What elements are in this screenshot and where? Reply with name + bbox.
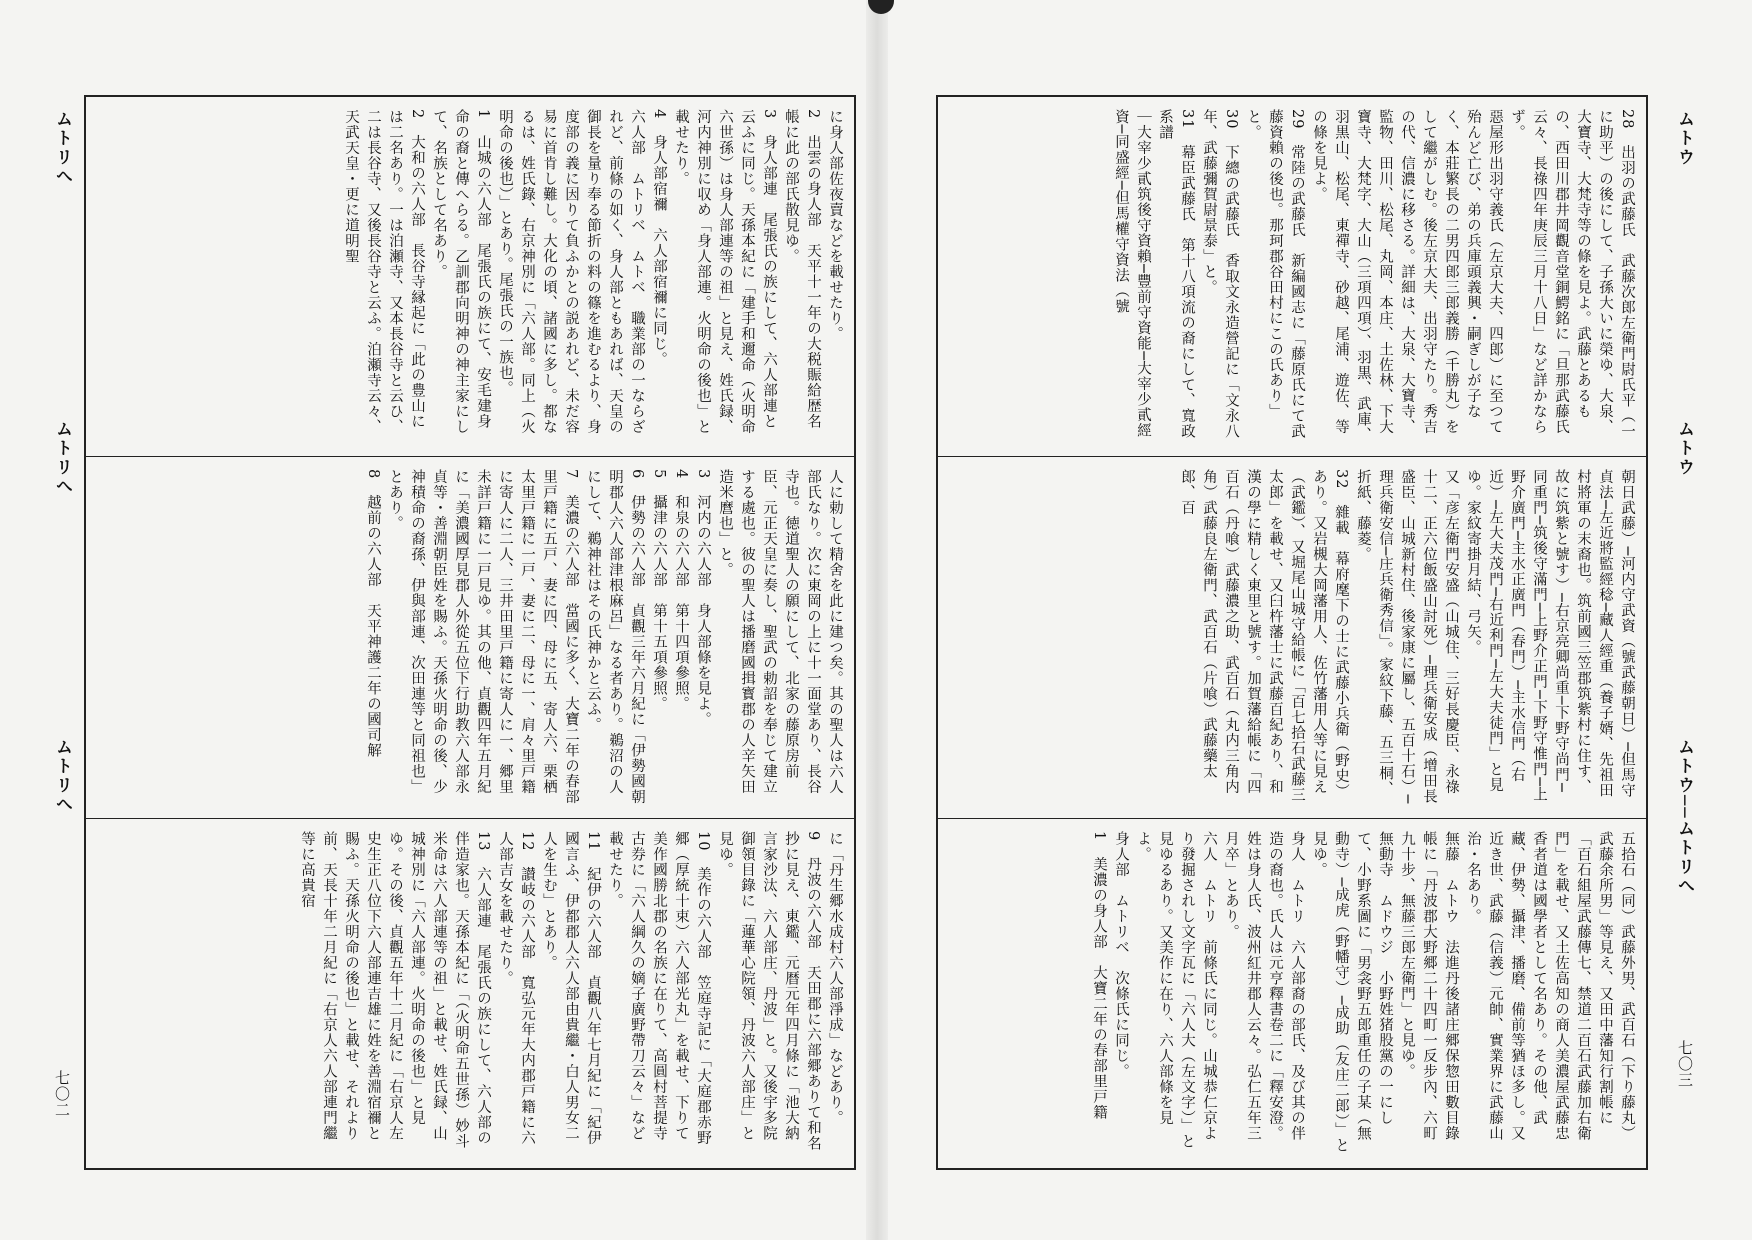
left-page-number: 七〇二: [53, 1070, 71, 1118]
left-running-head-top: ムトリへ: [52, 110, 72, 186]
left-band-middle-text: 人に勅して精舍を此に建つ矣。其の聖人は六人部氏なり。次に東岡の上に十一面堂あり、長谷寺也。徳道聖人の願にして、北家の藤原房前臣、元正天皇に奏し、聖武の勅詔を奉じて建立する處也。彼の聖人は播磨國揖寳郡の人辛矢田造米麿也」と。 3 河内の六人部 身人部條を見よ。 4 和泉の六人部 第十四項參照。 5 攝津の六人部 第十五項參照。 6 伊勢の六人部 貞觀三年六月紀に「伊勢國朝明郡人六人部津根麻呂」なる者あり。鵜沼の人にして、鵜神社はその氏神かと云ふ。 7 美濃の六人部 當國に多く、大寶二年の春部里戸籍に五戸、妻に四、母に五、寄人六、栗栖太里戸籍に一戸、妻に二、母に一、肩々里戸籍に寄人に二人、三井田里戸籍に寄人に一、郷里未詳戸籍に一戸見ゆ。其の他、貞觀四年五月紀に「美濃國厚見郡人外從五位下行助教六人部永貞等・善淵朝臣姓を賜ふ。天孫火明命の後、少神積命の裔孫、伊與部連、次田連等と同祖也」とあり。 8 越前の六人部 天平神護二年の國司解: [365, 469, 843, 805]
right-band-middle: [936, 457, 1648, 819]
right-band-bottom-text: 五拾石（同）武藤外男、武百石（下り藤丸）武藤余所男」等見え、又田中藩知行割帳に「百石組屋武藤傳七、禁道二百石武藤加右衛門」を載せ、又土佐高知の商人美濃屋武藤忠香者道は國學者として名あり。その他、武藏、伊勢、攝津、播磨、備前等猶ほ多し。又近き世、武藤（信義）元帥、實業界に武藤山治・名あり。 無藤 ムトウ 法進丹後諸庄郷保惣田數目錄帳に「丹波郡大野郷二十四町一反步內、六町九十步、無藤三郎左衛門」と見ゆ。 無動寺 ムドウジ 小野姓猪股黨の一にして、小野系圖に「男衾野五郎重任の子某（無動寺）─成虎（野幡守）─成助（友庄二郎）」と見ゆ。 身人 ムトリ 六人部裔の部氏、及び其の伴造の裔也。氏人は元亨釋書卷二に「釋安澄。姓は身人氏、波州紅井郡人云々。弘仁五年三月卒」とあり。 六人 ムトリ 前條氏に同じ。山城恭仁京より發掘されし文字瓦に「六人大（左文字）」と見ゆるあり。又美作に在り、六人部條を見よ。 身人部 ムトリベ 次條氏に同じ。 1 美濃の身人部 大寶二年の春部里戸籍: [1091, 831, 1635, 1154]
right-page-number: 七〇三: [1676, 1040, 1694, 1088]
right-band-bottom: [936, 819, 1648, 1168]
left-band-bottom: [84, 819, 856, 1168]
right-band-middle-text: 朝日武藤）─河内守武資（號武藤朝日）─但馬守貞法─左近將監經稔─藏人經重（養子婿、先祖田村將軍の末裔也。筑前國三笠郡筑紫村に住す、故に筑紫と號す）─右京亮卿尚重─下野守尚門─同重門─筑後守滿門─上野介正門─下野守惟門─上野介廣門─主水正廣門（春門）─主水信門（右近）─左大夫茂門─右近利門─左大夫徒門」と見ゆ。家紋寄掛月結、弓矢。 又「彦左衛門安盛（山城住、三好長慶臣、永祿十二、正六位飯盛山討死）─理兵衛安成（增田長盛臣、山城新村住、後家康に屬し、五百十石）─理兵衛安信─庄兵衛秀信」。家紋下藤、五三桐、折紙、藤菱。 32 雜載 幕府麾下の士に武藤小兵衛（野史）あり。又岩槻大岡藩用人、佐竹藩用人等に見え（武鑑）、又堀尾山城守給帳に「百七拾石武藤三太郎」を載せ、又臼杵藩士に武藤百紀あり、和漢の學に精しく東里と號す。加賀藩給帳に「四百石（丹喰）武藤濃之助、武百石（丸内三角内角）武藤良左衛門、武百石（片喰）武藤藥太郎、百: [1179, 469, 1635, 805]
left-band-top-text: に身人部佐夜賣などを載せたり。 2 出雲の身人部 天平十一年の大税賑給歴名帳に此の部氏散見ゆ。 3 身人部連 尾張氏の族にして、六人部連と云ふに同じ。天孫本紀に「建手和邇命（火明命六世孫）は身人部連等の祖」と見え、姓氏録、河内神別に収め「身人部連。火明命の後也」と載せたり。 4 身人部宿禰 六人部宿禰に同じ。 六人部 ムトリベ ムトベ 職業部の一ならざれど、前條の如く、身人部ともあれば、天皇の御長を量り奉る節折の料の篠を進むるより、身度部の義に因りて負ふかとの説あれど、未だ容易に首肯し難し。大化の頃、諸國に多し。都なるは、姓氏錄、右京神別に「六人部。同上（火明命の後也）」とあり。尾張氏の一族也。 1 山城の六人部 尾張氏の族にて、安毛建身命の裔と傳へらる。乙訓郡向明神の神主家にして、名族として名あり。 2 大和の六人部 長谷寺縁起に「此の豊山には二名あり。一は泊瀬寺、又本長谷寺と云ひ、二は長谷寺、又後長谷寺と云ふ。泊瀬寺云々、天武天皇・更に道明聖: [343, 109, 843, 435]
left-band-bottom-text: に「丹生郷水成村六人部淨成」などあり。 9 丹波の六人部 天田郡に六部郷ありて和名抄に見え、東鑑、元暦元年四月條に「池大納言家沙汰、六人部庄、丹波」と。又後宇多院御領目錄に「蓮華心院領、丹波六人部庄」と見ゆ。 10 美作の六人部 笠庭寺記に「大庭郡赤野郷（厚統十束）六人部光丸」を載せ、下りて美作國勝北郡の名族に在りて、高圓村菩提寺古券に「六人綱久の嫡子廣野帶刀云々」など載せたり。 11 紀伊の六人部 貞觀八年七月紀に「紀伊國言ふ、伊都郡人六人部由貴繼・白人男女二人を生む」とあり。 12 讃岐の六人部 寬弘元年大内郡戸籍に六人部吉女を載せたり。 13 六人部連 尾張氏の族にして、六人部の伴造家也。天孫本紀に「（火明命五世孫）妙斗米命は六人部連等の祖」と載せ、姓氏録、山城神別に「六人部連。火明命の後也」と見ゆ。その後、貞觀五年十二月紀に「右京人左史生正八位下六人部連吉雄に姓を善淵宿禰と賜ふ。天孫火明命の後也」と載せ、それより前、天長十年二月紀に「右京人六人部連門繼等に高貴宿: [299, 831, 843, 1152]
left-band-middle: [84, 457, 856, 819]
left-page: [84, 95, 856, 1170]
left-band-top: [84, 97, 856, 457]
right-band-top: [936, 97, 1648, 457]
right-page: [936, 95, 1648, 1170]
right-running-head-bottom: ムトウ──ムトリへ: [1674, 738, 1694, 896]
left-running-head-middle: ムトリへ: [52, 420, 72, 496]
book-gutter: [866, 0, 888, 1240]
left-running-head-bottom: ムトリへ: [52, 738, 72, 814]
right-running-head-top: ムトウ: [1674, 110, 1694, 167]
right-band-top-text: 28 出羽の武藤氏 武藤次郎左衛門尉氏平（一に助平）の後にして、子孫大いに榮ゆ、大泉、大寶寺、大梵寺等の條を見よ。武藤とあるもの、西田川郡井岡觀音堂銅鰐銘に「旦那武藤氏云々、長祿四年庚辰三月十八日」など詳かならず。 惡屋形出羽守義氏（左京大夫、四郎）に至つて殆んど亡び、弟の兵庫頭義興・嗣ぎしが子なく、本莊繁長の二男四郎三郎義勝（千勝丸）をして繼がしむ。後左京大夫、出羽守たり。秀吉の代、信濃に移さる。詳細は、大泉、大寶寺、監物、田川、松尾、丸岡、本庄、土佐林、下大寶寺、大梵字、大山（三項四項）、羽黒、武庫、羽黒山、松尾、東禪寺、砂越、尾浦、遊佐、等の條を見よ。 29 常陸の武藤氏 新編國志に「藤原氏にて武藤資賴の後也。那珂郡谷田村にこの氏あり」と。 30 下總の武藤氏 香取文永造營記に「文永八年、武藤彌賀尉景泰」と。 31 幕臣武藤氏 第十八項流の裔にして、寬政系譜 ｜大宰少貳筑後守資賴─豐前守資能─大宰少貳經資─同盛經─但馬權守資法（號: [1113, 109, 1635, 443]
right-running-head-middle: ムトウ: [1674, 420, 1694, 477]
